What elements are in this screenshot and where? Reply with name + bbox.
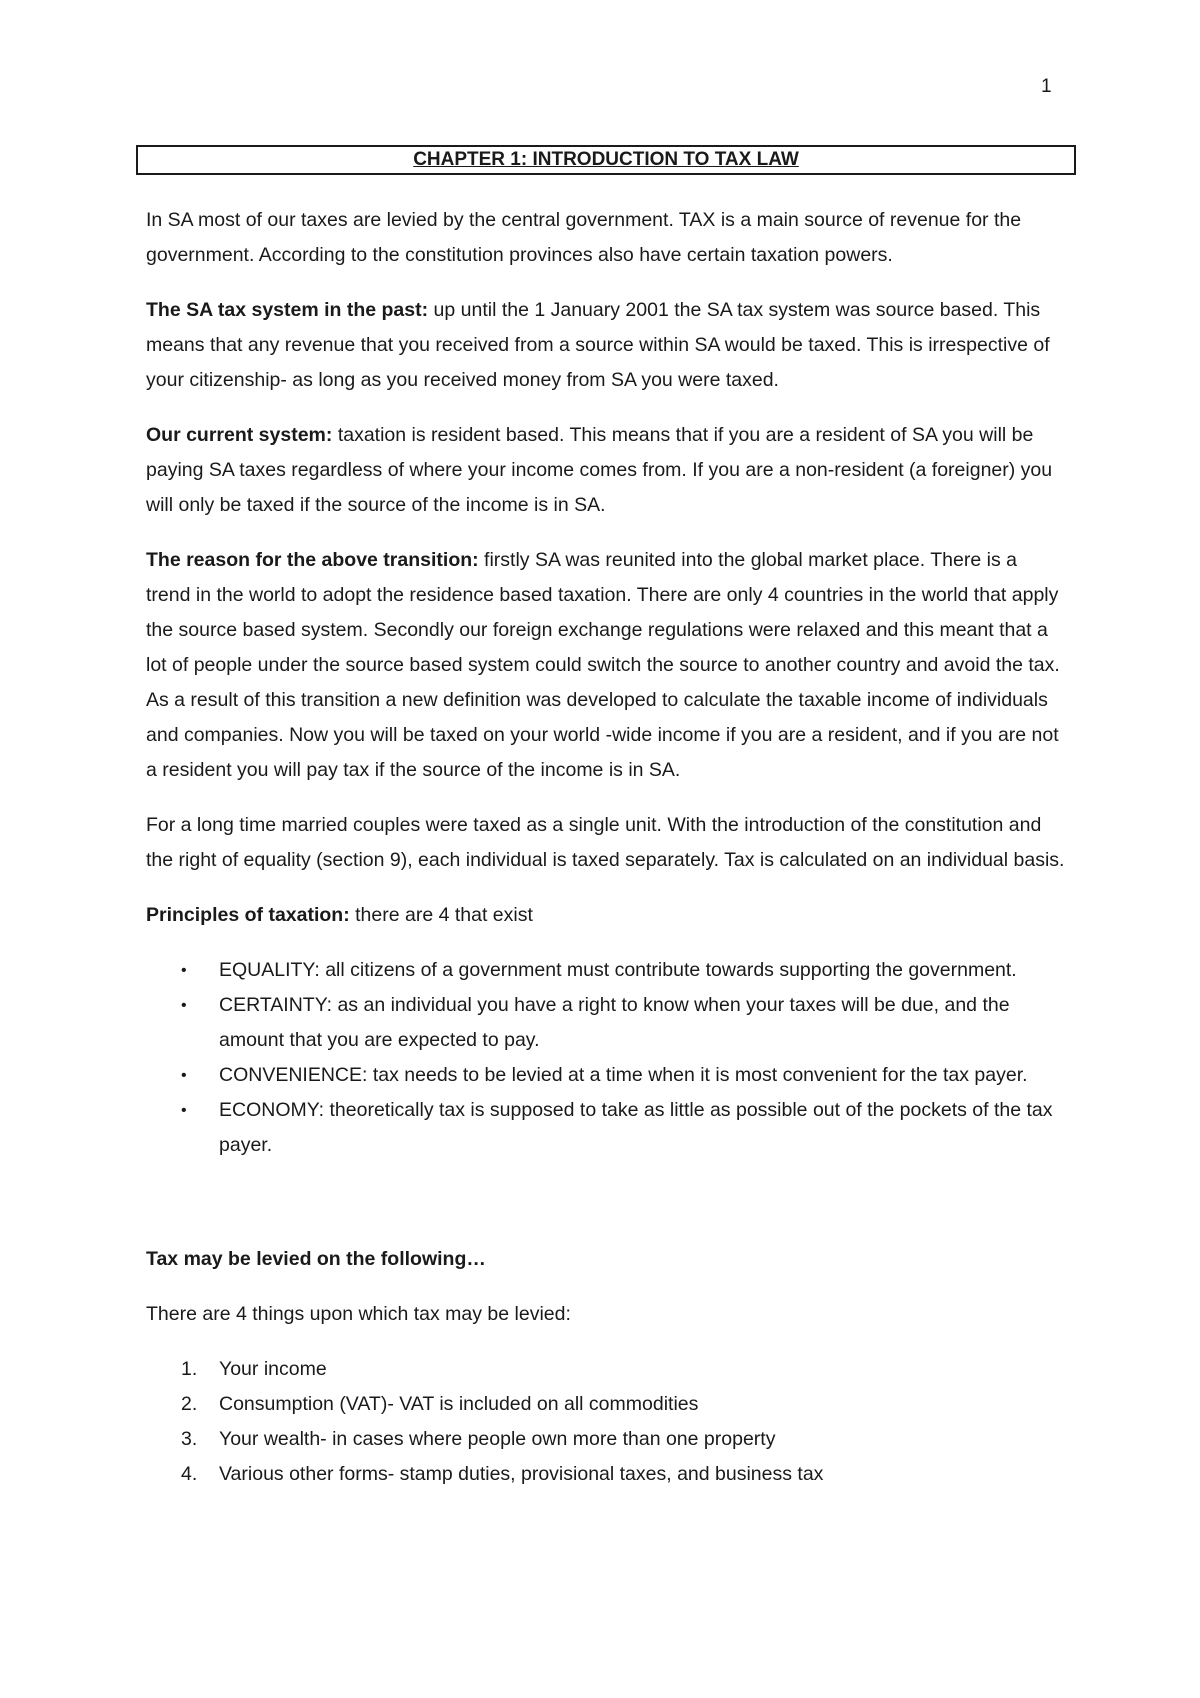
section-spacer bbox=[146, 1163, 1066, 1242]
principles-text: there are 4 that exist bbox=[349, 904, 533, 926]
levied-heading-paragraph bbox=[146, 1242, 1066, 1277]
list-item bbox=[146, 1093, 1066, 1163]
list-number: 2. bbox=[181, 1393, 198, 1415]
levied-intro: There are 4 things upon which tax may be levied: bbox=[146, 1303, 571, 1325]
list-item bbox=[146, 1352, 1066, 1387]
principle-text: CERTAINTY: as an individual you have a right to know when your taxes will be due, and the amount that you are expected to pay. bbox=[219, 994, 1010, 1051]
principles-list bbox=[146, 953, 1066, 1163]
list-item bbox=[146, 953, 1066, 988]
current-system-paragraph bbox=[146, 418, 1066, 523]
list-item bbox=[146, 1422, 1066, 1457]
levied-item-text: Your income bbox=[219, 1358, 327, 1380]
principles-heading: Principles of taxation: bbox=[146, 904, 350, 926]
current-system-heading: Our current system: bbox=[146, 424, 333, 446]
bullet-icon: • bbox=[181, 962, 187, 979]
past-system-text: up until the 1 January 2001 the SA tax system was source based. This means that any revenue that you received from a source within SA would be taxed. This is irrespective of your citizenship- as long as you received money from SA you were taxed. bbox=[146, 299, 1050, 391]
current-system-text: taxation is resident based. This means that if you are a resident of SA you will be paying SA taxes regardless of where your income comes from. If you are a non-resident (a foreigner) you will only be taxed if the source of the income is in SA. bbox=[146, 424, 1053, 516]
list-item bbox=[146, 1387, 1066, 1422]
list-number: 1. bbox=[181, 1358, 198, 1380]
principles-paragraph bbox=[146, 898, 1066, 933]
past-system-paragraph bbox=[146, 293, 1066, 398]
principle-text: CONVENIENCE: tax needs to be levied at a time when it is most convenient for the tax payer. bbox=[219, 1064, 1028, 1086]
transition-reason-text: firstly SA was reunited into the global market place. There is a trend in the world to adopt the residence based taxation. There are only 4 countries in the world that apply the source based system. Secondly our foreign exchange regulations were relaxed and this meant that a lot of people under the source based system could switch the source to another country and avoid the tax. As a result of this transition a new definition was developed to calculate the taxable income of individuals and companies. Now you will be taxed on your world -wide income if you are a resident, and if you are not a resident you will pay tax if the source of the income is in SA. bbox=[146, 549, 1060, 781]
transition-reason-paragraph bbox=[146, 543, 1066, 788]
bullet-icon: • bbox=[181, 1102, 187, 1119]
list-item bbox=[146, 988, 1066, 1058]
list-item bbox=[146, 1058, 1066, 1093]
levied-item-text: Your wealth- in cases where people own more than one property bbox=[219, 1428, 776, 1450]
list-number: 4. bbox=[181, 1463, 198, 1485]
past-system-heading: The SA tax system in the past: bbox=[146, 299, 429, 321]
list-item bbox=[146, 1457, 1066, 1492]
levied-item-text: Consumption (VAT)- VAT is included on all commodities bbox=[219, 1393, 699, 1415]
chapter-title: CHAPTER 1: INTRODUCTION TO TAX LAW bbox=[136, 145, 1076, 175]
levied-list bbox=[146, 1352, 1066, 1492]
principle-text: EQUALITY: all citizens of a government must contribute towards supporting the government. bbox=[219, 959, 1017, 981]
document-body bbox=[146, 203, 1066, 1492]
transition-reason-heading: The reason for the above transition: bbox=[146, 549, 479, 571]
page-number: 1 bbox=[1041, 76, 1052, 97]
levied-item-text: Various other forms- stamp duties, provisional taxes, and business tax bbox=[219, 1463, 824, 1485]
intro-paragraph: In SA most of our taxes are levied by the central government. TAX is a main source of revenue for the government. According to the constitution provinces also have certain taxation powers. bbox=[146, 209, 1022, 266]
list-number: 3. bbox=[181, 1428, 198, 1450]
principle-text: ECONOMY: theoretically tax is supposed to take as little as possible out of the pockets of the tax payer. bbox=[219, 1099, 1053, 1156]
levied-heading: Tax may be levied on the following… bbox=[146, 1248, 486, 1270]
married-couples-paragraph: For a long time married couples were taxed as a single unit. With the introduction of the constitution and the right of equality (section 9), each individual is taxed separately. Tax is calculated on an individual basis. bbox=[146, 814, 1065, 871]
bullet-icon: • bbox=[181, 1067, 187, 1084]
bullet-icon: • bbox=[181, 997, 187, 1014]
